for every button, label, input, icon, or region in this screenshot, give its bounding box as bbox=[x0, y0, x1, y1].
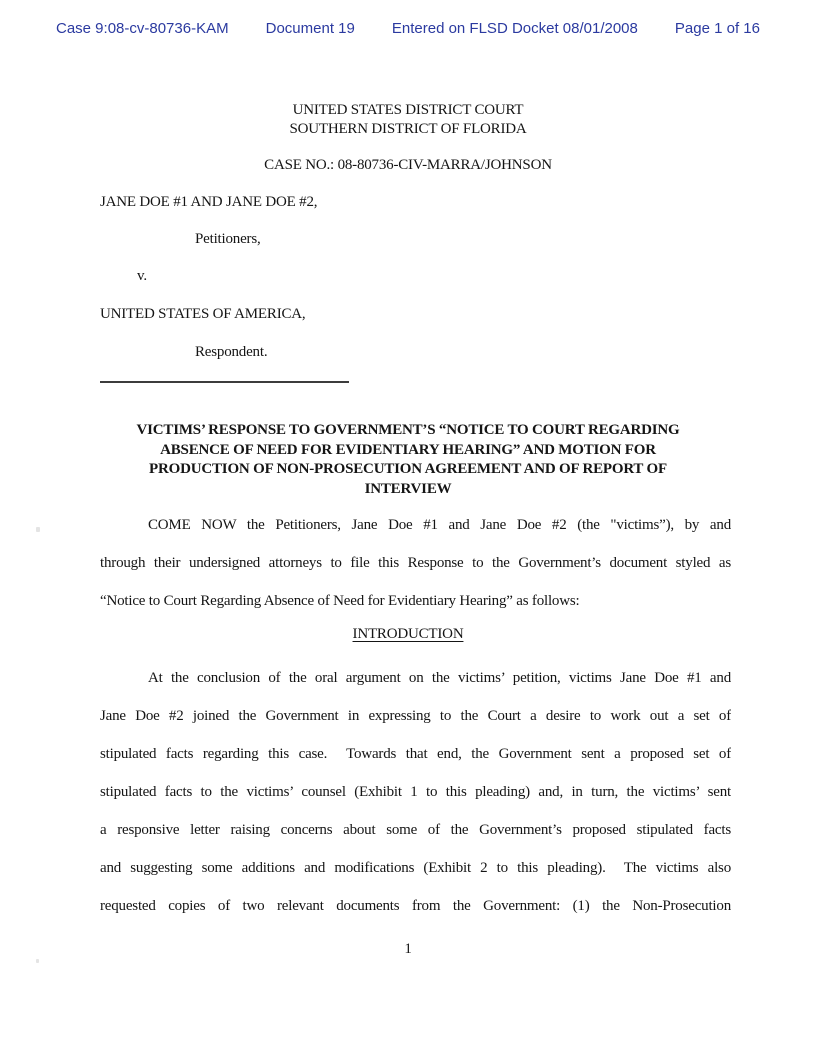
section-heading-introduction: INTRODUCTION bbox=[352, 626, 464, 642]
docket-case-id: Case 9:08-cv-80736-KAM bbox=[56, 20, 229, 37]
case-number: CASE NO.: 08-80736-CIV-MARRA/JOHNSON bbox=[264, 157, 552, 173]
court-district-line: SOUTHERN DISTRICT OF FLORIDA bbox=[289, 121, 527, 137]
body-text-line: through their undersigned attorneys to file this Response to the Government’s document styled as bbox=[100, 555, 731, 571]
body-text-line: a responsive letter raising concerns about some of the Government’s proposed stipulated facts bbox=[100, 822, 731, 838]
body-text-line: At the conclusion of the oral argument on the victims’ petition, victims Jane Doe #1 and bbox=[148, 670, 731, 686]
body-text-line: stipulated facts regarding this case. Towards that end, the Government sent a proposed set of bbox=[100, 746, 731, 762]
docket-entered-date: Entered on FLSD Docket 08/01/2008 bbox=[391, 20, 638, 37]
caption-petitioner-names: JANE DOE #1 AND JANE DOE #2, bbox=[100, 194, 318, 210]
caption-petitioners-label: Petitioners, bbox=[195, 231, 261, 247]
motion-title-line: ABSENCE OF NEED FOR EVIDENTIARY HEARING” AND MOTION FOR bbox=[160, 441, 656, 458]
court-name-line: UNITED STATES DISTRICT COURT bbox=[292, 102, 524, 118]
caption-versus: v. bbox=[137, 268, 147, 284]
body-text-line: and suggesting some additions and modifications (Exhibit 2 to this pleading). The victims also bbox=[100, 860, 731, 876]
scan-artifact-speck bbox=[36, 527, 40, 532]
motion-title bbox=[80, 421, 736, 499]
docket-stamp-header bbox=[56, 20, 760, 37]
opening-paragraph bbox=[100, 506, 731, 620]
motion-title-line: VICTIMS’ RESPONSE TO GOVERNMENT’S “NOTICE TO COURT REGARDING bbox=[136, 422, 680, 438]
scan-artifact-speck bbox=[36, 959, 39, 963]
body-text-line: Jane Doe #2 joined the Government in expressing to the Court a desire to work out a set of bbox=[100, 708, 731, 724]
court-heading bbox=[0, 101, 816, 139]
introduction-paragraph bbox=[100, 659, 731, 925]
body-text-line: stipulated facts to the victims’ counsel (Exhibit 1 to this pleading) and, in turn, the victims’ sent bbox=[100, 784, 731, 800]
docket-page-info: Page 1 of 16 bbox=[674, 20, 760, 37]
docket-document-number: Document 19 bbox=[265, 20, 355, 37]
page-number: 1 bbox=[404, 941, 412, 957]
motion-title-line: PRODUCTION OF NON-PROSECUTION AGREEMENT AND OF REPORT OF bbox=[149, 461, 667, 477]
body-text-line: “Notice to Court Regarding Absence of Need for Evidentiary Hearing” as follows: bbox=[100, 593, 580, 609]
caption-respondent-label: Respondent. bbox=[195, 344, 268, 360]
caption-respondent-name: UNITED STATES OF AMERICA, bbox=[100, 306, 306, 322]
caption-divider-line bbox=[100, 381, 349, 383]
motion-title-line: INTERVIEW bbox=[364, 480, 452, 497]
body-text-line: requested copies of two relevant documents from the Government: (1) the Non-Prosecution bbox=[100, 898, 731, 914]
body-text-line: COME NOW the Petitioners, Jane Doe #1 and Jane Doe #2 (the "victims”), by and bbox=[148, 517, 731, 533]
